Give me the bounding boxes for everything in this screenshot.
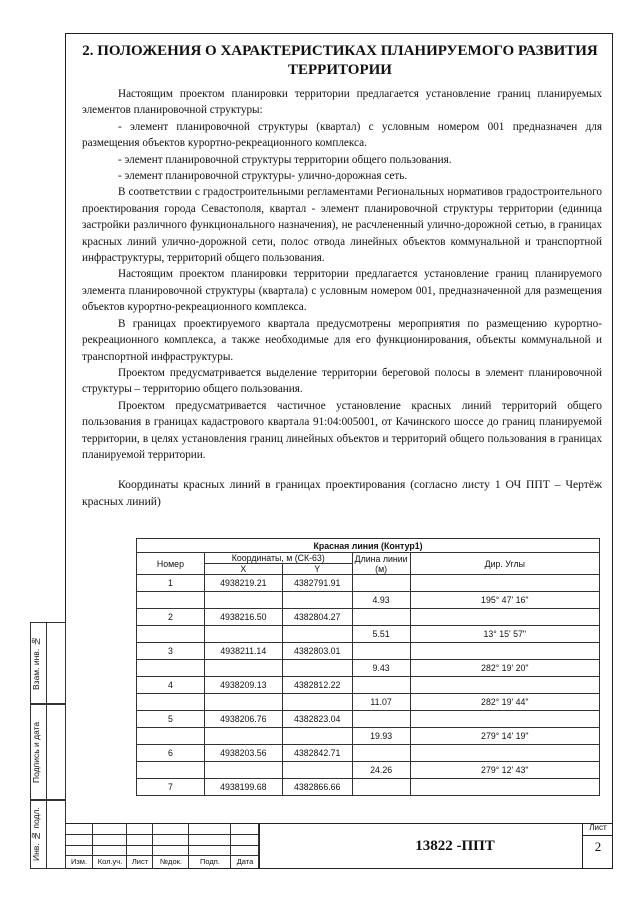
section-title (70, 42, 610, 80)
point-y: 4382866.66 (282, 779, 352, 796)
sheet-label: Лист (583, 823, 613, 836)
segment-length: 24.26 (352, 762, 410, 779)
empty-cell (352, 745, 410, 762)
empty-cell (352, 677, 410, 694)
empty-cell (137, 728, 205, 745)
point-number: 5 (137, 711, 205, 728)
point-number: 1 (137, 575, 205, 592)
empty-cell (352, 609, 410, 626)
empty-cell (352, 711, 410, 728)
segment-angle: 13° 15' 57" (410, 626, 599, 643)
point-x: 4938211.14 (204, 643, 282, 660)
sheet-number: 2 (594, 839, 602, 854)
point-number: 2 (137, 609, 205, 626)
point-y: 4382842.71 (282, 745, 352, 762)
empty-cell (204, 626, 282, 643)
side-label-vzam (30, 622, 66, 704)
header-number: Номер (137, 553, 205, 575)
title-block (65, 823, 613, 869)
segment-length: 11.07 (352, 694, 410, 711)
section-title-text: 2. ПОЛОЖЕНИЯ О ХАРАКТЕРИСТИКАХ ПЛАНИРУЕМОГО РАЗВИТИЯ ТЕРРИТОРИИ (82, 43, 598, 78)
segment-length: 9.43 (352, 660, 410, 677)
empty-cell (137, 592, 205, 609)
empty-cell (410, 745, 599, 762)
stamp-col-label: Кол.уч. (97, 857, 123, 866)
table-row (137, 643, 600, 660)
document-code: 13822 -ППТ (259, 823, 640, 869)
empty-cell (410, 643, 599, 660)
paragraph: - элемент планировочной структуры- улично-дорожная сеть. (118, 170, 408, 183)
point-y: 4382812.22 (282, 677, 352, 694)
empty-cell (282, 626, 352, 643)
empty-cell (282, 762, 352, 779)
empty-cell (204, 694, 282, 711)
stamp-col-label: Подп. (200, 857, 220, 866)
segment-length: 4.93 (352, 592, 410, 609)
paragraph: В границах проектируемого квартала предусмотрены мероприятия по размещению курортно-рекреационного комплекса, а также необходимые для его функционирования, объекты коммунальной и транспортной инфраструктуры. (82, 317, 602, 363)
empty-cell (204, 592, 282, 609)
table-row (137, 609, 600, 626)
point-number: 4 (137, 677, 205, 694)
segment-angle: 282° 19' 20" (410, 660, 599, 677)
point-x: 4938203.56 (204, 745, 282, 762)
point-x: 4938199.68 (204, 779, 282, 796)
empty-cell (352, 575, 410, 592)
table-row (137, 762, 600, 779)
paragraph: Проектом предусматривается выделение территории береговой полосы в элемент планировочной структуры – территорию общего пользования. (82, 366, 602, 396)
empty-cell (410, 711, 599, 728)
point-x: 4938216.50 (204, 609, 282, 626)
header-angle: Дир. Углы (410, 553, 599, 575)
empty-cell (352, 643, 410, 660)
point-x: 4938219.21 (204, 575, 282, 592)
point-x: 4938209.13 (204, 677, 282, 694)
header-y: Y (282, 564, 352, 575)
segment-angle: 279° 12' 43" (410, 762, 599, 779)
coords-note: Координаты красных линий в границах проектирования (согласно листу 1 ОЧ ППТ – Чертёж красных линий) (82, 478, 602, 508)
document-body (82, 86, 602, 510)
segment-angle: 282° 19' 44" (410, 694, 599, 711)
stamp-col-label: Изм. (70, 857, 88, 866)
empty-cell (137, 762, 205, 779)
paragraph: - элемент планировочной структуры (квартал) с условным номером 001 предназначен для размещения объектов курортно-рекреационного комплекса. (82, 120, 602, 150)
point-number: 7 (137, 779, 205, 796)
empty-cell (410, 677, 599, 694)
empty-cell (282, 728, 352, 745)
table-row (137, 626, 600, 643)
point-x: 4938206.76 (204, 711, 282, 728)
table-row (137, 745, 600, 762)
side-label-podpis (30, 704, 66, 800)
table-caption: Красная линия (Контур1) (137, 539, 600, 553)
point-y: 4382823.04 (282, 711, 352, 728)
table-row (137, 728, 600, 745)
empty-cell (410, 609, 599, 626)
side-label-text: Инв. № подл. (31, 807, 41, 862)
side-label-text: Взам. инв. № (31, 636, 41, 690)
table-row (137, 575, 600, 592)
stamp-col-label: №док. (160, 857, 182, 866)
header-length: Длина линии (м) (352, 553, 410, 575)
empty-cell (282, 592, 352, 609)
table-row (137, 694, 600, 711)
empty-cell (204, 762, 282, 779)
table-row (137, 660, 600, 677)
segment-length: 19.93 (352, 728, 410, 745)
table-row (137, 779, 600, 796)
empty-cell (282, 660, 352, 677)
empty-cell (204, 728, 282, 745)
point-y: 4382804.27 (282, 609, 352, 626)
point-number: 6 (137, 745, 205, 762)
empty-cell (282, 694, 352, 711)
table-row (137, 711, 600, 728)
table-row (137, 677, 600, 694)
empty-cell (204, 660, 282, 677)
paragraph: - элемент планировочной структуры территории общего пользования. (118, 153, 452, 166)
segment-length: 5.51 (352, 626, 410, 643)
header-x: X (204, 564, 282, 575)
segment-angle: 195° 47' 16" (410, 592, 599, 609)
empty-cell (410, 575, 599, 592)
side-label-text: Подпись и дата (31, 721, 41, 783)
paragraph: Настоящим проектом планировки территории предлагается установление границ планируемого элемента планировочной структуры (квартала) с условным номером 001, предназначенной для размещения объектов курортно-рекреационного комплекса. (82, 268, 602, 314)
sheet-box (582, 823, 613, 869)
stamp-grid (65, 823, 259, 869)
paragraph: Проектом предусматривается частичное установление красных линий территорий общего пользования в границах кадастрового квартала 91:04:005001, от Качинского шоссе до границ планируемой территории, в целях установления границ линейных объектов и территорий общего пользования в границах планируемой территории. (82, 399, 602, 461)
paragraph: В соответствии с градостроительными регламентами Региональных нормативов градостроительного проектирования города Севастополя, квартал - элемент планировочной структуры территории (единица застройки различного функционального назначения), не расчлененный улично-дорожной сетью, в границах красных линий улично-дорожной сети, полос отвода линейных объектов коммунальной и транспортной инфраструктуры, территорий общего пользования. (82, 186, 602, 265)
header-coords: Координаты, м (СК-63) (204, 553, 352, 564)
table-row (137, 592, 600, 609)
side-label-inv (30, 800, 66, 869)
empty-cell (137, 694, 205, 711)
empty-cell (137, 626, 205, 643)
paragraph: Настоящим проектом планировки территории предлагается установление границ планируемых элементов планировочной структуры: (82, 88, 602, 117)
point-y: 4382791.91 (282, 575, 352, 592)
stamp-col-label: Дата (236, 857, 254, 866)
point-number: 3 (137, 643, 205, 660)
segment-angle: 279° 14' 19" (410, 728, 599, 745)
stamp-col-label: Лист (131, 857, 149, 866)
red-line-table (136, 538, 600, 796)
empty-cell (352, 779, 410, 796)
empty-cell (410, 779, 599, 796)
empty-cell (137, 660, 205, 677)
point-y: 4382803.01 (282, 643, 352, 660)
